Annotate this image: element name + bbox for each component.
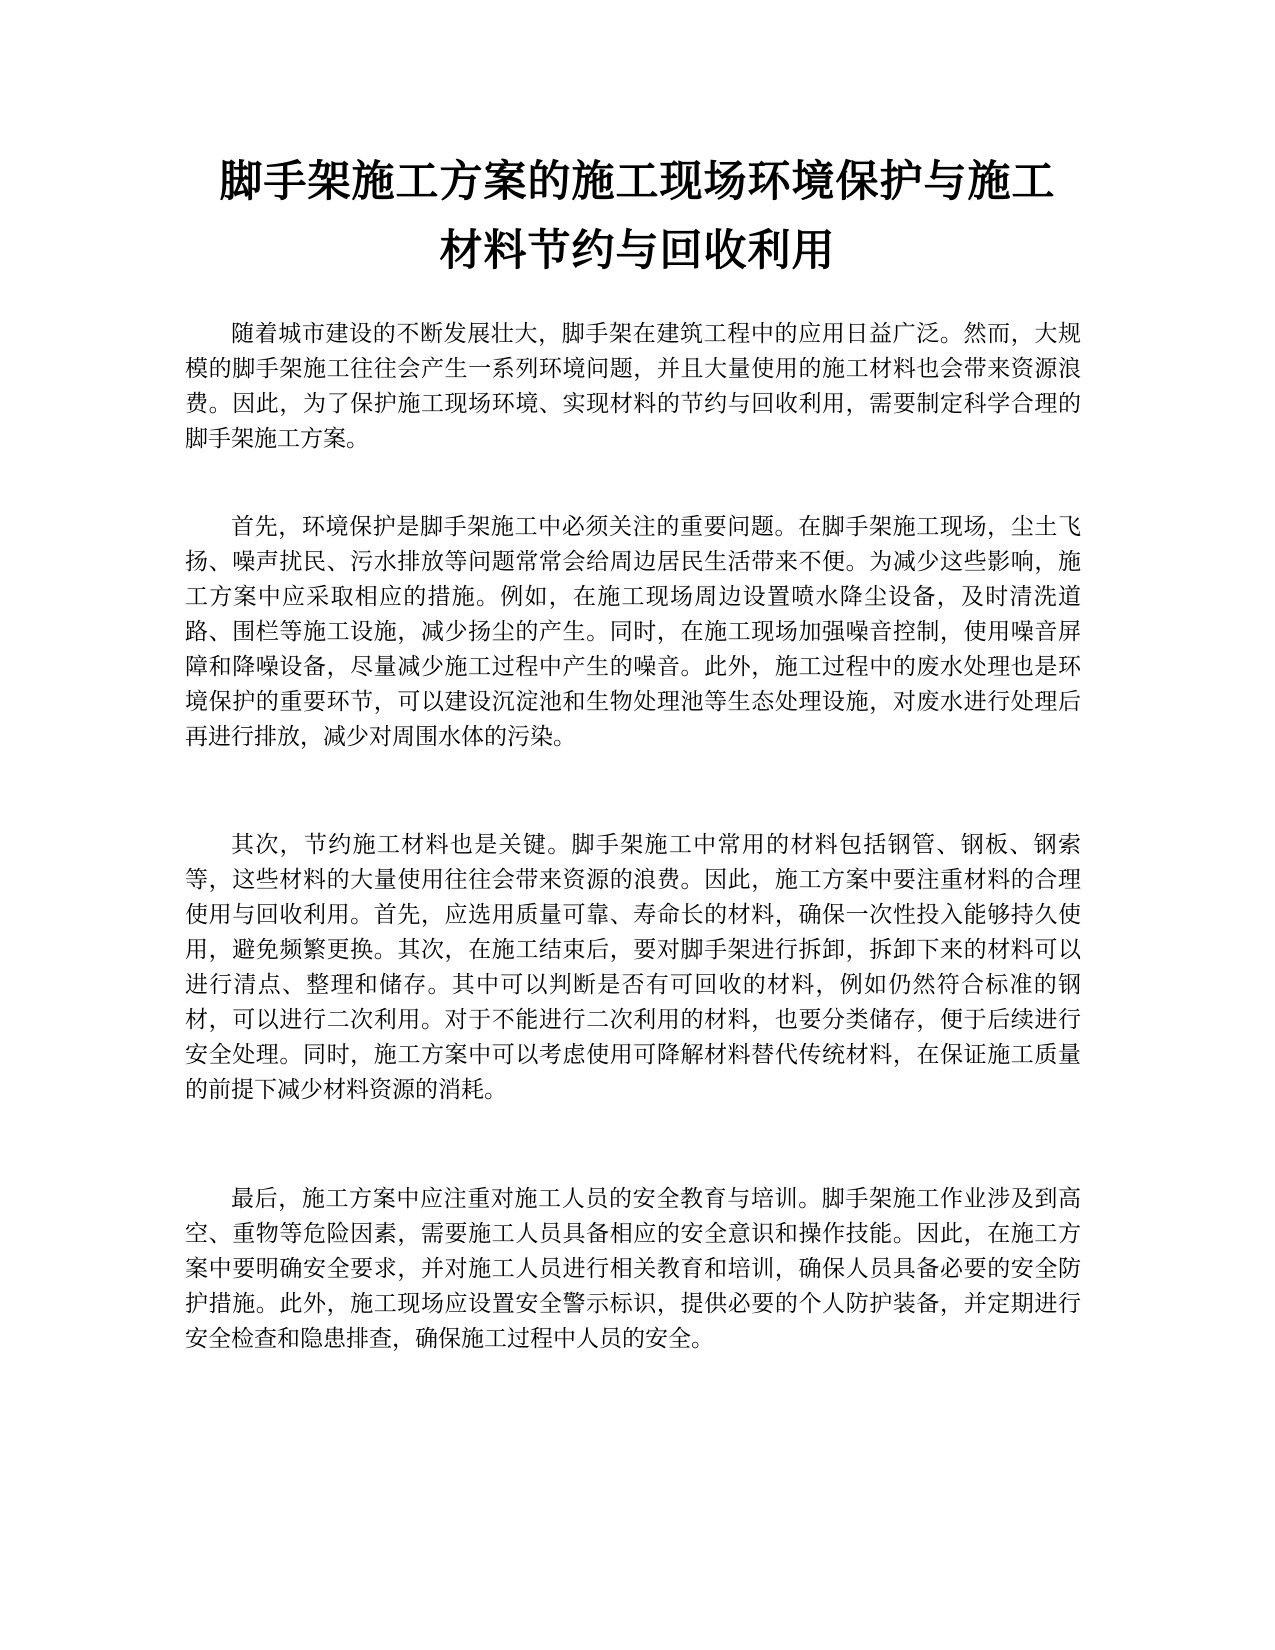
paragraph-material-saving: 其次，节约施工材料也是关键。脚手架施工中常用的材料包括钢管、钢板、钢索等，这些材料的大量使用往往会带来资源的浪费。因此，施工方案中要注重材料的合理使用与回收利用。首先，应选用质量可靠、寿命长的材料，确保一次性投入能够持久使用，避免频繁更换。其次，在施工结束后，要对脚手架进行拆卸，拆卸下来的材料可以进行清点、整理和储存。其中可以判断是否有可回收的材料，例如仍然符合标准的钢材，可以进行二次利用。对于不能进行二次利用的材料，也要分类储存，便于后续进行安全处理。同时，施工方案中可以考虑使用可降解材料替代传统材料，在保证施工质量的前提下减少材料资源的消耗。 (185, 832, 1081, 1103)
paragraph-safety-training: 最后，施工方案中应注重对施工人员的安全教育与培训。脚手架施工作业涉及到高空、重物等危险因素，需要施工人员具备相应的安全意识和操作技能。因此，在施工方案中要明确安全要求，并对施工人员进行相关教育和培训，确保人员具备必要的安全防护措施。此外，施工现场应设置安全警示标识，提供必要的个人防护装备，并定期进行安全检查和隐患排查，确保施工过程中人员的安全。 (185, 1186, 1081, 1352)
paragraph-introduction: 随着城市建设的不断发展壮大，脚手架在建筑工程中的应用日益广泛。然而，大规模的脚手架施工往往会产生一系列环境问题，并且大量使用的施工材料也会带来资源浪费。因此，为了保护施工现场环境、实现材料的节约与回收利用，需要制定科学合理的脚手架施工方案。 (185, 321, 1081, 452)
document-title (150, 148, 1125, 286)
title-line-1: 脚手架施工方案的施工现场环境保护与施工 (219, 157, 1056, 207)
title-line-2: 材料节约与回收利用 (439, 226, 836, 276)
paragraph-environment-protection: 首先，环境保护是脚手架施工中必须关注的重要问题。在脚手架施工现场，尘土飞扬、噪声扰民、污水排放等问题常常会给周边居民生活带来不便。为减少这些影响，施工方案中应采取相应的措施。例如，在施工现场周边设置喷水降尘设备，及时清洗道路、围栏等施工设施，减少扬尘的产生。同时，在施工现场加强噪音控制，使用噪音屏障和降噪设备，尽量减少施工过程中产生的噪音。此外，施工过程中的废水处理也是环境保护的重要环节，可以建设沉淀池和生物处理池等生态处理设施，对废水进行处理后再进行排放，减少对周围水体的污染。 (185, 514, 1081, 750)
